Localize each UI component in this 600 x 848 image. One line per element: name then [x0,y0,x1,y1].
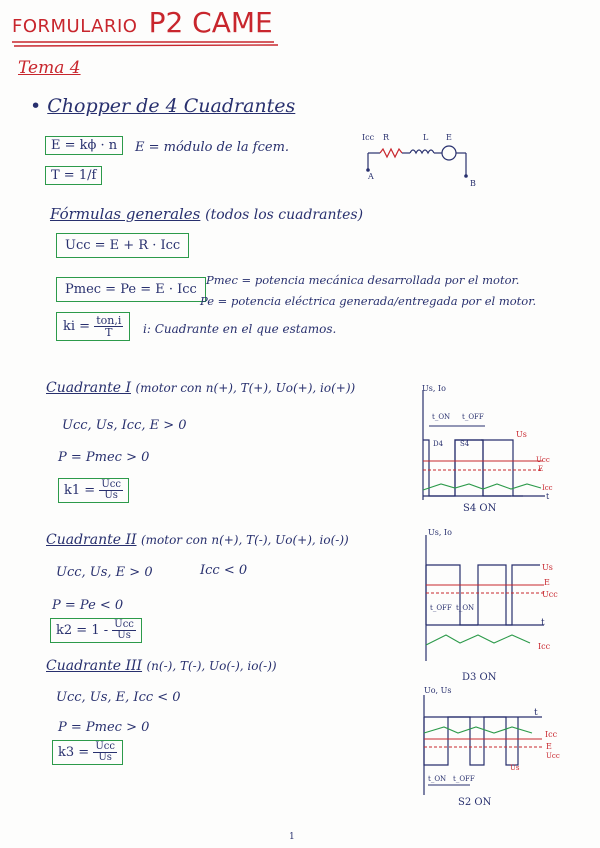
q2-k-pre: 1 - [91,623,109,638]
q1-s4: S4 [460,440,470,448]
q3-line1: Ucc, Us, E, Icc < 0 [56,690,181,705]
eq-k-box [56,312,130,341]
q2-line1b: Icc < 0 [200,563,248,578]
eq-k-note: i: Cuadrante en el que estamos. [143,322,337,336]
general-title [50,205,363,223]
eq-p-note1: Pmec = potencia mecánica desarrollada por el motor. [206,273,520,287]
page-header [12,6,274,39]
q1-ton: t_ON [432,413,451,421]
eq-p-box: Pmec = Pe = E · Icc [56,277,206,302]
q2-k-box [50,618,142,643]
eq-k-num: ton,i [96,314,122,327]
circuit-label-r: R [383,133,390,142]
eq-k-fraction [94,315,123,338]
q2-k-num: Ucc [114,619,134,630]
q1-k-lhs: k1 = [64,483,96,498]
q2-toff: t_ON [456,604,475,612]
circuit-label-e: E [446,133,452,142]
circuit-label-icc: Icc [362,133,375,142]
footer-mark: 1 [289,832,295,842]
general-title-text: Fórmulas generales [50,205,201,223]
q1-line2: P = Pmec > 0 [58,450,150,465]
q3-waveform-graph [418,695,548,800]
q1-icc: Icc [542,484,553,492]
header-title: P2 CAME [148,6,273,39]
q1-k-num: Ucc [101,479,121,490]
q2-caption: D3 ON [462,672,497,683]
q1-waveform-graph [415,390,555,510]
section-title-text: Chopper de 4 Cuadrantes [47,95,296,117]
q2-line2: P = Pe < 0 [52,598,124,613]
q2-k-lhs: k2 = [56,623,88,638]
bullet-icon: • [30,95,42,117]
q2-note: (motor con n(+), T(-), Uo(+), io(-)) [140,533,349,547]
q1-line1: Ucc, Us, Icc, E > 0 [62,418,187,433]
q3-note: (n(-), T(-), Uo(-), io(-)) [146,659,277,673]
q2-k-den: Us [117,630,131,641]
q3-toff: t_OFF [453,775,475,783]
q1-k-box [58,478,129,503]
q2-e: E [544,578,550,587]
q3-ucc: Ucc [546,752,560,760]
q2-ucc: Ucc [542,590,558,599]
topic-label: Tema 4 [18,58,81,78]
q2-t: t [541,618,545,628]
eq-k-lhs: ki = [63,319,91,334]
q1-note: (motor con n(+), T(+), Uo(+), io(+)) [135,381,356,395]
circuit-label-a: A [368,172,374,181]
header-underline [12,40,282,48]
eq-k-den: T [105,326,113,339]
q1-k-den: Us [104,490,118,501]
q2-us: Us [542,563,553,572]
q2-line1: Ucc, Us, E > 0 [56,565,153,580]
q1-ucc: Ucc [536,456,550,464]
eq-ucc-box: Ucc = E + R · Icc [56,233,189,258]
eq-e-box: E = kϕ · n [45,136,123,155]
circuit-diagram [360,135,490,185]
q2-ton: t_OFF [430,604,452,612]
q3-title: Cuadrante III [46,658,143,674]
eq-e-note: E = módulo de la fcem. [135,140,290,155]
q2-k-fraction [112,620,136,641]
q3-caption: S2 ON [458,797,492,808]
circuit-label-b: B [470,179,476,188]
q1-heading [46,380,355,396]
q3-k-lhs: k3 = [58,745,90,760]
q2-heading [46,532,349,548]
q2-icc: Icc [538,642,551,651]
q3-us: Us [510,764,520,772]
q1-us: Us [516,430,527,439]
q3-k-box [52,740,123,765]
q3-k-num: Ucc [95,741,115,752]
q1-k-fraction [99,480,123,501]
q3-t: t [534,708,538,718]
q2-waveform-graph [420,535,550,665]
q3-k-den: Us [98,752,112,763]
general-title-note: (todos los cuadrantes) [205,207,364,223]
q2-title: Cuadrante II [46,532,137,548]
q1-axis-label: Us, Io [422,384,446,393]
q1-title: Cuadrante I [46,380,131,396]
q1-t: t [546,492,550,501]
header-prefix: FORMULARIO [12,16,138,37]
q3-ton: t_ON [428,775,447,783]
section-title [30,95,295,117]
q3-axis-label: Uo, Us [424,686,452,695]
q3-e: E [546,742,552,751]
circuit-label-l: L [423,133,429,142]
q1-toff: t_OFF [462,413,484,421]
eq-t-box: T = 1/f [45,166,102,185]
q1-caption: S4 ON [463,503,497,514]
q1-d4: D4 [433,440,444,448]
q3-heading [46,658,277,674]
q2-axis-label: Us, Io [428,528,452,537]
q3-icc: Icc [545,730,558,739]
q3-k-fraction [93,742,117,763]
q3-line2: P = Pmec > 0 [58,720,150,735]
q1-e: E [538,465,544,473]
eq-p-note2: Pe = potencia eléctrica generada/entregada por el motor. [200,294,537,308]
